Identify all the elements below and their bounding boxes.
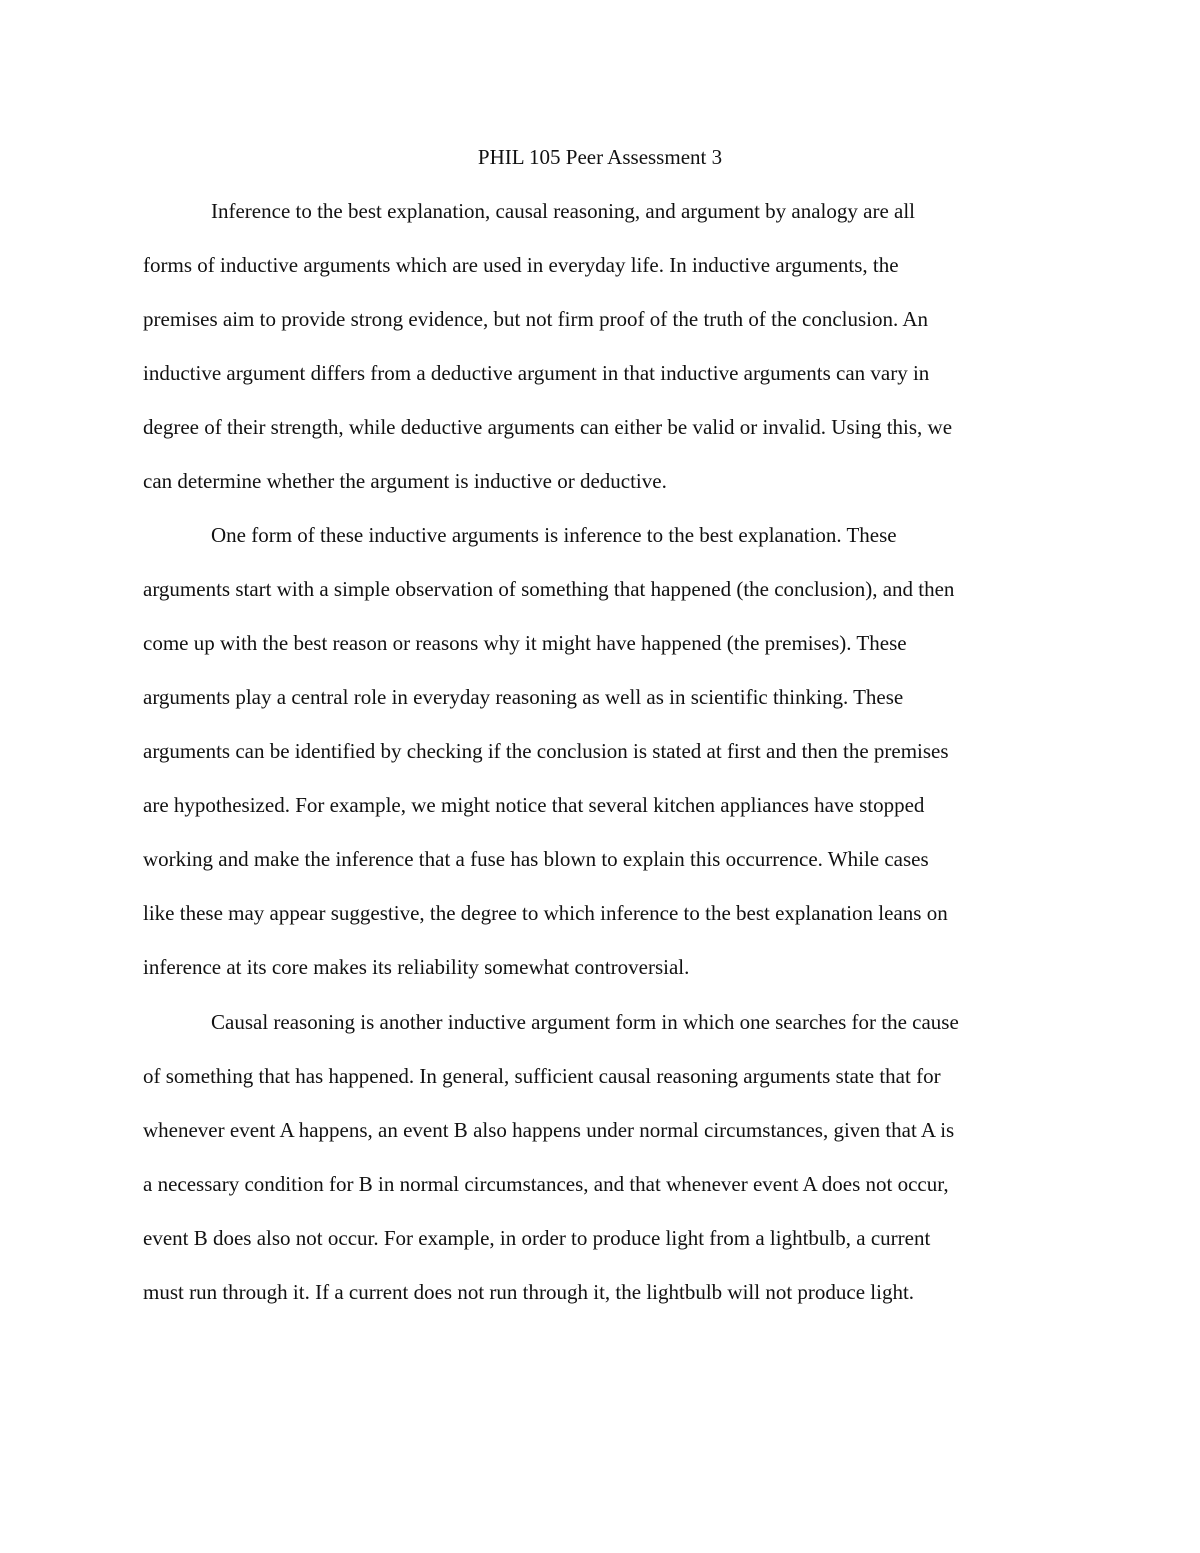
paragraph-line: forms of inductive arguments which are used in everyday life. In inductive arguments, the (143, 253, 899, 277)
paragraph-line: degree of their strength, while deductive arguments can either be valid or invalid. Using this, we (143, 415, 953, 439)
paragraph-line: One form of these inductive arguments is inference to the best explanation. These (211, 523, 897, 547)
paragraph-line: are hypothesized. For example, we might notice that several kitchen appliances have stopped (143, 793, 925, 817)
paragraph-line: arguments play a central role in everyday reasoning as well as in scientific thinking. These (143, 685, 904, 709)
paragraph-line: working and make the inference that a fuse has blown to explain this occurrence. While cases (143, 847, 929, 871)
paragraph-line: Inference to the best explanation, causal reasoning, and argument by analogy are all (211, 199, 916, 223)
paragraph-line: a necessary condition for B in normal circumstances, and that whenever event A does not occur, (143, 1172, 949, 1196)
paragraph-line: arguments can be identified by checking if the conclusion is stated at first and then the premises (143, 739, 949, 763)
paragraph-line: arguments start with a simple observation of something that happened (the conclusion), and then (143, 577, 955, 601)
paragraph-line: can determine whether the argument is inductive or deductive. (143, 469, 667, 493)
paragraph-line: whenever event A happens, an event B also happens under normal circumstances, given that A is (143, 1118, 955, 1142)
paragraph-line: come up with the best reason or reasons why it might have happened (the premises). These (143, 631, 907, 655)
paragraph-line: event B does also not occur. For example, in order to produce light from a lightbulb, a current (143, 1226, 931, 1250)
paragraph-line: inference at its core makes its reliability somewhat controversial. (143, 955, 690, 979)
paragraph-line: like these may appear suggestive, the degree to which inference to the best explanation leans on (143, 901, 948, 925)
paragraph-line: Causal reasoning is another inductive argument form in which one searches for the cause (211, 1010, 959, 1034)
paragraph-line: inductive argument differs from a deductive argument in that inductive arguments can vary in (143, 361, 930, 385)
paragraph-line: of something that has happened. In general, sufficient causal reasoning arguments state that for (143, 1064, 941, 1088)
paragraph-line: premises aim to provide strong evidence, but not firm proof of the truth of the conclusion. An (143, 307, 928, 331)
document-title: PHIL 105 Peer Assessment 3 (477, 145, 723, 169)
paragraph-line: must run through it. If a current does not run through it, the lightbulb will not produce light. (143, 1280, 915, 1304)
